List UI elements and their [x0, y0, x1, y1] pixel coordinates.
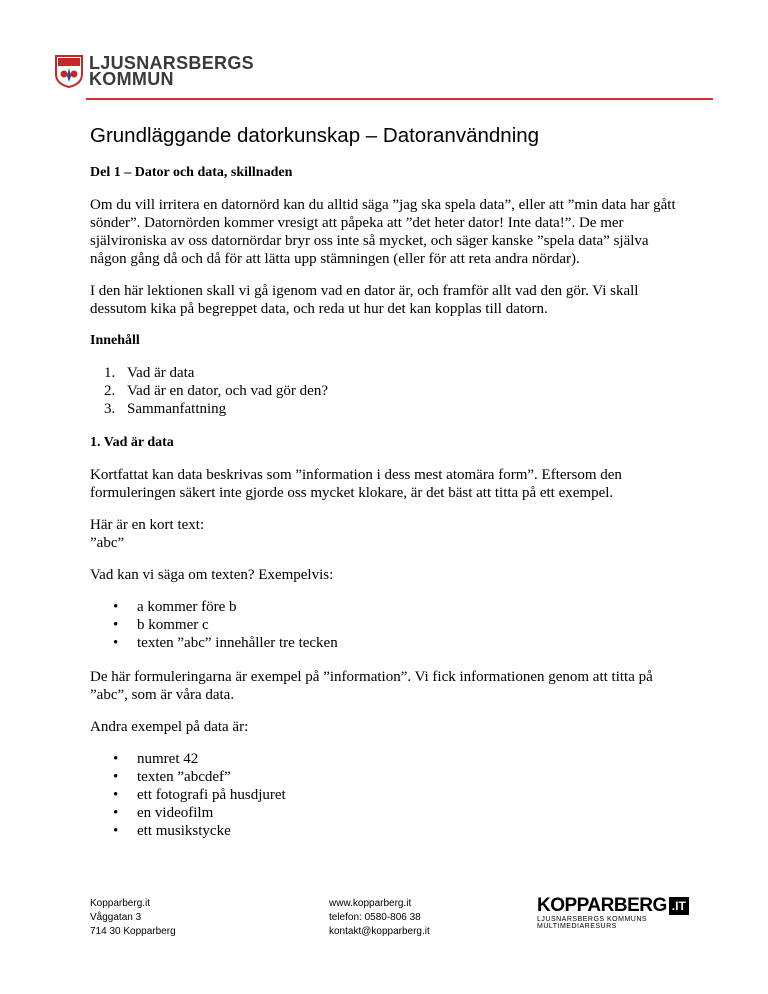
- badge-wordmark: KOPPARBERG: [537, 895, 667, 916]
- page-footer: [90, 897, 690, 947]
- footer-line: kontakt@kopparberg.it: [329, 926, 430, 937]
- contents-item: 2. Vad är en dator, och vad gör den?: [119, 382, 680, 400]
- document-title: Grundläggande datorkunskap – Datoranvändning: [90, 124, 540, 147]
- bullet-item: • ett fotografi på husdjuret: [137, 786, 680, 804]
- bullet-item: • a kommer före b: [137, 598, 680, 616]
- footer-address: [90, 897, 176, 939]
- footer-contact: [329, 897, 430, 939]
- badge-subtitle-2: MULTIMEDIARESURS: [537, 923, 617, 930]
- bullet-item: • ett musikstycke: [137, 822, 680, 840]
- paragraph: [90, 516, 680, 552]
- bullet-item: • texten ”abc” innehåller tre tecken: [137, 634, 680, 652]
- contents-list: [90, 364, 680, 418]
- text-line: ”abc”: [90, 535, 125, 551]
- kopparberg-it-logo: [537, 896, 689, 930]
- page-header: [54, 54, 714, 102]
- text-line: Här är en kort text:: [90, 517, 205, 533]
- section-heading-part1: Del 1 – Dator och data, skillnaden: [90, 165, 293, 180]
- contents-item: 3. Sammanfattning: [119, 400, 680, 418]
- paragraph: Kortfattat kan data beskrivas som ”information i dess mest atomära form”. Eftersom den formuleringen säkert inte gjorde oss mycket klokare, är det bäst att titta på ett exempel.: [90, 467, 622, 501]
- bullet-list: [90, 598, 680, 652]
- footer-line: telefon: 0580-806 38: [329, 912, 421, 923]
- paragraph: Vad kan vi säga om texten? Exempelvis:: [90, 567, 334, 583]
- crest-icon: [54, 54, 84, 88]
- footer-line: www.kopparberg.it: [329, 898, 412, 909]
- footer-line: Kopparberg.it: [90, 898, 151, 909]
- bullet-item: • b kommer c: [137, 616, 680, 634]
- paragraph: De här formuleringarna är exempel på ”information”. Vi fick informationen genom att titta på ”abc”, som är våra data.: [90, 669, 653, 703]
- section-heading-what-is-data: 1. Vad är data: [90, 435, 174, 450]
- document-body: [90, 124, 680, 856]
- paragraph: Om du vill irritera en datornörd kan du alltid säga ”jag ska spela data”, eller att ”min data har gått sönder”. Datornörden kommer vresigt att påpeka att ”det heter dator! Inte data!”. De mer självironiska av oss datornördar bryr oss inte så mycket, och säger kanske ”spela data” själva någon gång då och då för att lätta upp stämningen (eller för att reta andra nördar).: [90, 197, 676, 267]
- contents-item: 1. Vad är data: [119, 364, 680, 382]
- bullet-list: [90, 750, 680, 840]
- badge-subtitle-1: LJUSNARSBERGS KOMMUNS: [537, 916, 648, 923]
- footer-line: Våggatan 3: [90, 912, 142, 923]
- bullet-item: • en videofilm: [137, 804, 680, 822]
- paragraph: I den här lektionen skall vi gå igenom vad en dator är, och framför allt vad den gör. Vi skall dessutom kika på begreppet data, och reda ut hur det kan kopplas till datorn.: [90, 283, 639, 317]
- header-divider: [86, 98, 713, 100]
- paragraph: Andra exempel på data är:: [90, 719, 249, 735]
- logo-line-1: LJUSNARSBERGS: [89, 53, 254, 73]
- bullet-item: • numret 42: [137, 750, 680, 768]
- footer-line: 714 30 Kopparberg: [90, 926, 176, 937]
- logo-line-2: KOMMUN: [89, 69, 174, 89]
- municipality-logo: [54, 54, 254, 88]
- bullet-item: • texten ”abcdef”: [137, 768, 680, 786]
- badge-it: .IT: [669, 897, 689, 915]
- contents-heading: Innehåll: [90, 333, 140, 348]
